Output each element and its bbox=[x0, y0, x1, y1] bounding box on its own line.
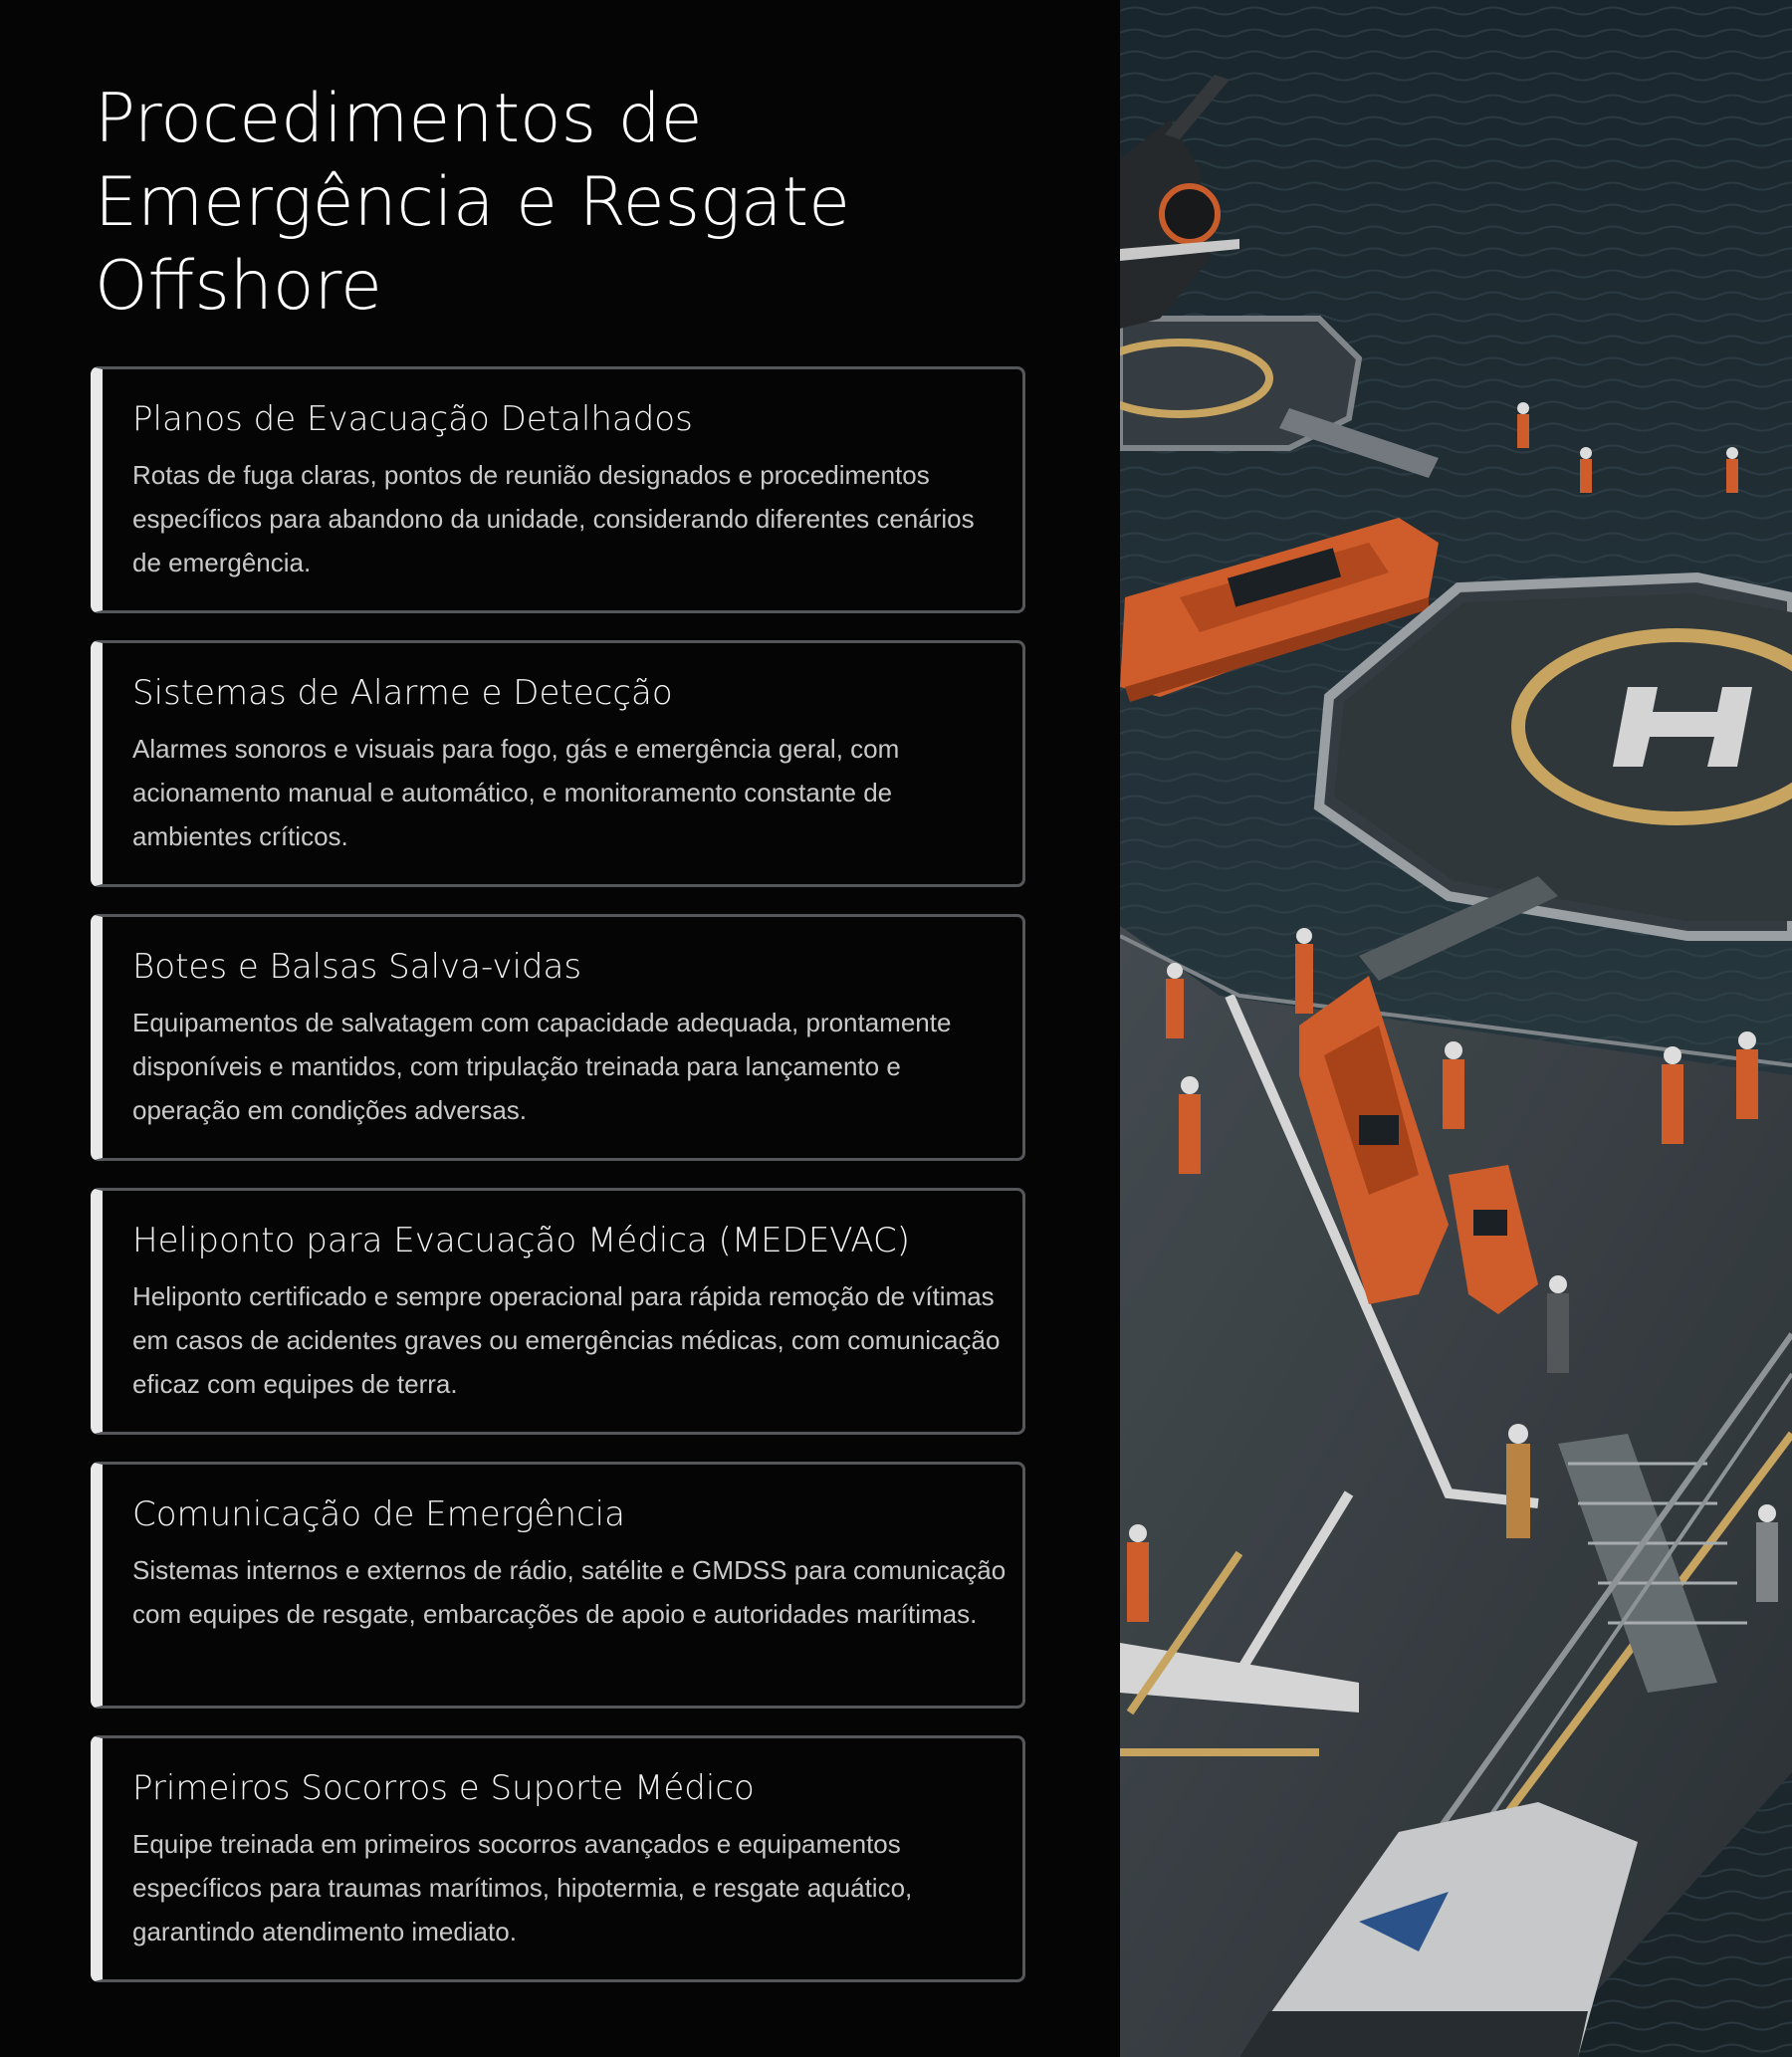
card-title: Botes e Balsas Salva-vidas bbox=[132, 947, 582, 987]
photo-vignette bbox=[1120, 0, 1792, 2057]
card-emergency-communication bbox=[91, 1462, 1025, 1709]
card-description: Sistemas internos e externos de rádio, satélite e GMDSS para comunicação com equipes de resgate, embarcações de apoio e autoridades marítimas. bbox=[132, 1555, 1007, 1629]
page-title: Procedimentos de Emergência e Resgate Offshore bbox=[95, 80, 850, 326]
card-title: Planos de Evacuação Detalhados bbox=[132, 399, 693, 439]
card-description: Equipe treinada em primeiros socorros avançados e equipamentos específicos para traumas marítimos, hipotermia, e resgate aquático, garantindo atendimento imediato. bbox=[132, 1829, 913, 1946]
card-alarm-systems bbox=[91, 640, 1025, 887]
card-first-aid bbox=[91, 1735, 1025, 1982]
card-description: Rotas de fuga claras, pontos de reunião designados e procedimentos específicos para abandono da unidade, considerando diferentes cenários de emergência. bbox=[132, 460, 975, 577]
procedure-card-list bbox=[91, 366, 1025, 2009]
card-description: Alarmes sonoros e visuais para fogo, gás e emergência geral, com acionamento manual e automático, e monitoramento constante de ambientes críticos. bbox=[132, 734, 900, 851]
card-helipad-medevac bbox=[91, 1188, 1025, 1435]
card-title: Comunicação de Emergência bbox=[132, 1494, 625, 1534]
card-evacuation-plans bbox=[91, 366, 1025, 613]
card-title: Primeiros Socorros e Suporte Médico bbox=[132, 1768, 755, 1808]
card-title: Sistemas de Alarme e Detecção bbox=[132, 673, 673, 713]
card-description: Heliponto certificado e sempre operacional para rápida remoção de vítimas em casos de acidentes graves ou emergências médicas, com comunicação eficaz com equipes de terra. bbox=[132, 1281, 1001, 1399]
offshore-platform-photo bbox=[1120, 0, 1792, 2057]
card-lifeboats bbox=[91, 914, 1025, 1161]
card-title: Heliponto para Evacuação Médica (MEDEVAC) bbox=[132, 1221, 911, 1260]
card-description: Equipamentos de salvatagem com capacidade adequada, prontamente disponíveis e mantidos, com tripulação treinada para lançamento e operação em condições adversas. bbox=[132, 1008, 952, 1125]
offshore-rescue-illustration bbox=[1120, 0, 1792, 2057]
